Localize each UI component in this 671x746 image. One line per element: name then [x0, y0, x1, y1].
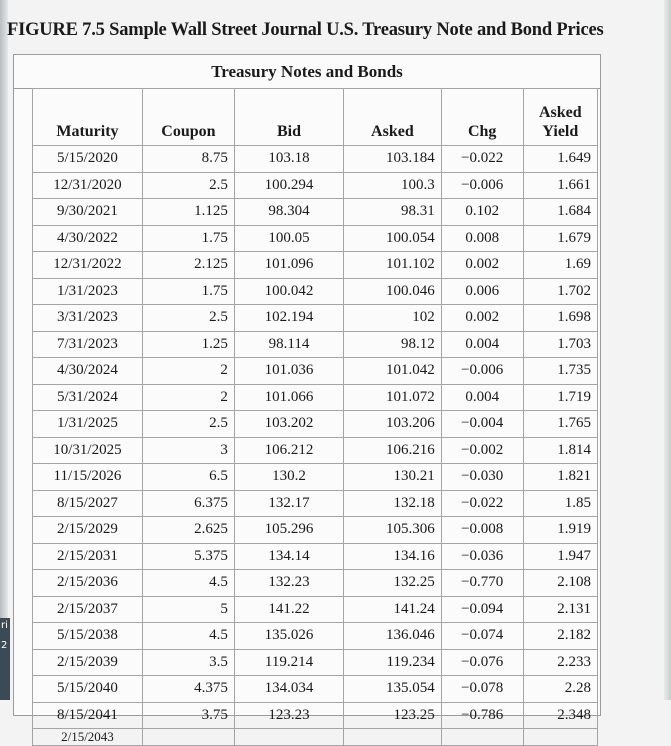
right-window-edge: [664, 0, 671, 700]
cell-chg: −0.036: [441, 543, 523, 570]
cell-bid: 135.026: [234, 623, 343, 650]
cell-maturity: 8/15/2041: [33, 702, 143, 729]
cell-empty-cut: [234, 729, 343, 746]
cell-chg: −0.770: [441, 570, 523, 597]
cell-coupon: 2.625: [142, 517, 234, 544]
cell-maturity: 2/15/2031: [33, 543, 143, 570]
cell-asked: 136.046: [344, 623, 442, 650]
cell-asked: 100.3: [344, 172, 442, 199]
cell-yield: 2.131: [523, 596, 597, 623]
cell-coupon: 6.375: [142, 490, 234, 517]
cell-bid: 100.294: [234, 172, 343, 199]
cell-chg: −0.076: [441, 649, 523, 676]
cell-chg: −0.006: [441, 172, 523, 199]
cell-coupon: 3.75: [142, 702, 234, 729]
cell-yield: 1.765: [523, 411, 597, 438]
header-yield-line2: Yield: [542, 123, 579, 140]
cell-yield: 1.649: [523, 146, 597, 173]
table-row: [33, 199, 598, 226]
figure-title: FIGURE 7.5 Sample Wall Street Journal U.S. Treasury Note and Bond Prices: [7, 20, 604, 40]
cell-maturity: 2/15/2029: [33, 517, 143, 544]
cell-chg: −0.022: [441, 146, 523, 173]
cell-yield: 1.719: [523, 384, 597, 411]
cell-yield: 1.821: [523, 464, 597, 491]
table-row: [33, 278, 598, 305]
cell-chg: 0.006: [441, 278, 523, 305]
table-row: [33, 384, 598, 411]
cell-bid: 123.23: [234, 702, 343, 729]
cell-yield: 2.108: [523, 570, 597, 597]
cell-maturity: 11/15/2026: [33, 464, 143, 491]
cell-coupon: 4.375: [142, 676, 234, 703]
cell-coupon: 2.5: [142, 305, 234, 332]
cell-asked: 98.12: [344, 331, 442, 358]
cell-asked: 123.25: [344, 702, 442, 729]
table-body: [33, 146, 598, 746]
table-row: [33, 331, 598, 358]
edge-glyph-bottom: 2: [1, 640, 8, 651]
cell-yield: 1.69: [523, 252, 597, 279]
cell-chg: 0.004: [441, 384, 523, 411]
cell-chg: −0.006: [441, 358, 523, 385]
cell-asked: 100.046: [344, 278, 442, 305]
cell-maturity: 2/15/2037: [33, 596, 143, 623]
cell-asked: 101.072: [344, 384, 442, 411]
cell-yield: 1.702: [523, 278, 597, 305]
cell-yield: 2.28: [523, 676, 597, 703]
cell-coupon: 1.75: [142, 225, 234, 252]
cell-asked: 119.234: [344, 649, 442, 676]
cell-coupon: 8.75: [142, 146, 234, 173]
cell-coupon: 4.5: [142, 570, 234, 597]
table-row: [33, 305, 598, 332]
cell-asked: 98.31: [344, 199, 442, 226]
cell-asked: 103.206: [344, 411, 442, 438]
table-row: [33, 252, 598, 279]
table-row: [33, 172, 598, 199]
cell-coupon: 3: [142, 437, 234, 464]
cell-bid: 98.304: [234, 199, 343, 226]
cell-maturity: 2/15/2036: [33, 570, 143, 597]
cell-maturity: 9/30/2021: [33, 199, 143, 226]
cell-asked: 102: [344, 305, 442, 332]
cell-bid: 100.05: [234, 225, 343, 252]
cell-chg: −0.008: [441, 517, 523, 544]
cell-asked: 135.054: [344, 676, 442, 703]
table-row: [33, 517, 598, 544]
cell-asked: 105.306: [344, 517, 442, 544]
treasury-table: [32, 88, 598, 746]
cell-maturity: 5/31/2024: [33, 384, 143, 411]
cell-bid: 132.23: [234, 570, 343, 597]
cell-coupon: 2.125: [142, 252, 234, 279]
cell-chg: −0.078: [441, 676, 523, 703]
cell-bid: 119.214: [234, 649, 343, 676]
cell-yield: 1.698: [523, 305, 597, 332]
table-row: [33, 146, 598, 173]
left-dark-edge: [0, 618, 10, 700]
header-bid: Bid: [234, 89, 343, 146]
table-header-row: [33, 89, 598, 146]
cell-chg: 0.002: [441, 252, 523, 279]
cell-coupon: 2.5: [142, 411, 234, 438]
cell-asked: 132.18: [344, 490, 442, 517]
cell-empty-cut: [523, 729, 597, 746]
cell-asked: 130.21: [344, 464, 442, 491]
left-window-edge: [0, 0, 8, 700]
edge-glyph-top: ri: [1, 620, 8, 631]
cell-chg: −0.004: [441, 411, 523, 438]
cell-maturity: 3/31/2023: [33, 305, 143, 332]
cell-yield: 1.85: [523, 490, 597, 517]
header-maturity: Maturity: [33, 89, 143, 146]
table-row: [33, 570, 598, 597]
cell-chg: 0.002: [441, 305, 523, 332]
cell-coupon: 4.5: [142, 623, 234, 650]
table-row: [33, 543, 598, 570]
cell-maturity: 10/31/2025: [33, 437, 143, 464]
table-row-cut: [33, 729, 598, 746]
cell-asked: 101.102: [344, 252, 442, 279]
cell-coupon: 2: [142, 384, 234, 411]
cell-coupon: 1.75: [142, 278, 234, 305]
cell-asked: 103.184: [344, 146, 442, 173]
table-row: [33, 490, 598, 517]
cell-coupon: 6.5: [142, 464, 234, 491]
cell-yield: 2.182: [523, 623, 597, 650]
cell-yield: 1.947: [523, 543, 597, 570]
header-yield-line1: Asked: [538, 104, 582, 121]
table-row: [33, 676, 598, 703]
cell-yield: 1.735: [523, 358, 597, 385]
cell-asked: 134.16: [344, 543, 442, 570]
cell-maturity: 5/15/2020: [33, 146, 143, 173]
cell-maturity: 5/15/2040: [33, 676, 143, 703]
cell-chg: −0.022: [441, 490, 523, 517]
cell-maturity: 12/31/2022: [33, 252, 143, 279]
cell-yield: 1.661: [523, 172, 597, 199]
cell-bid: 102.194: [234, 305, 343, 332]
table-row: [33, 464, 598, 491]
cell-asked: 141.24: [344, 596, 442, 623]
header-chg: Chg: [441, 89, 523, 146]
cell-bid: 101.066: [234, 384, 343, 411]
cell-empty-cut: [344, 729, 442, 746]
cell-coupon: 1.125: [142, 199, 234, 226]
cell-chg: 0.004: [441, 331, 523, 358]
cell-coupon: 3.5: [142, 649, 234, 676]
cell-yield: 2.348: [523, 702, 597, 729]
cell-yield: 1.684: [523, 199, 597, 226]
table-row: [33, 649, 598, 676]
header-asked: Asked: [344, 89, 442, 146]
header-coupon: Coupon: [142, 89, 234, 146]
cell-chg: −0.030: [441, 464, 523, 491]
cell-yield: 1.814: [523, 437, 597, 464]
cell-maturity: 8/15/2027: [33, 490, 143, 517]
cell-maturity: 2/15/2039: [33, 649, 143, 676]
cell-maturity: 7/31/2023: [33, 331, 143, 358]
cell-asked: 132.25: [344, 570, 442, 597]
cell-coupon: 5: [142, 596, 234, 623]
cell-chg: 0.008: [441, 225, 523, 252]
cell-empty-cut: [142, 729, 234, 746]
cell-bid: 103.18: [234, 146, 343, 173]
cell-bid: 103.202: [234, 411, 343, 438]
table-row: [33, 437, 598, 464]
cell-coupon: 1.25: [142, 331, 234, 358]
cell-coupon: 5.375: [142, 543, 234, 570]
cell-bid: 130.2: [234, 464, 343, 491]
table-title: Treasury Notes and Bonds: [14, 55, 600, 89]
cell-bid: 134.14: [234, 543, 343, 570]
table-row: [33, 596, 598, 623]
cell-yield: 2.233: [523, 649, 597, 676]
treasury-table-container: [13, 54, 601, 744]
cell-maturity-cut: 2/15/2043: [33, 729, 143, 746]
cell-coupon: 2: [142, 358, 234, 385]
table-row: [33, 358, 598, 385]
header-asked-yield: [523, 89, 597, 146]
cell-maturity: 1/31/2023: [33, 278, 143, 305]
cell-chg: −0.074: [441, 623, 523, 650]
cell-bid: 141.22: [234, 596, 343, 623]
table-row: [33, 411, 598, 438]
table-row: [33, 225, 598, 252]
table-row: [33, 702, 598, 729]
cell-coupon: 2.5: [142, 172, 234, 199]
cell-bid: 100.042: [234, 278, 343, 305]
cell-yield: 1.703: [523, 331, 597, 358]
cell-bid: 101.096: [234, 252, 343, 279]
cell-chg: −0.786: [441, 702, 523, 729]
cell-yield: 1.919: [523, 517, 597, 544]
cell-maturity: 12/31/2020: [33, 172, 143, 199]
cell-bid: 101.036: [234, 358, 343, 385]
cell-yield: 1.679: [523, 225, 597, 252]
cell-maturity: 4/30/2024: [33, 358, 143, 385]
cell-asked: 101.042: [344, 358, 442, 385]
cell-bid: 106.212: [234, 437, 343, 464]
cell-bid: 132.17: [234, 490, 343, 517]
cell-maturity: 5/15/2038: [33, 623, 143, 650]
cell-bid: 134.034: [234, 676, 343, 703]
cell-asked: 106.216: [344, 437, 442, 464]
cell-bid: 98.114: [234, 331, 343, 358]
cell-chg: 0.102: [441, 199, 523, 226]
cell-chg: −0.094: [441, 596, 523, 623]
cell-empty-cut: [441, 729, 523, 746]
cell-chg: −0.002: [441, 437, 523, 464]
table-row: [33, 623, 598, 650]
cell-maturity: 4/30/2022: [33, 225, 143, 252]
cell-asked: 100.054: [344, 225, 442, 252]
cell-bid: 105.296: [234, 517, 343, 544]
cell-maturity: 1/31/2025: [33, 411, 143, 438]
